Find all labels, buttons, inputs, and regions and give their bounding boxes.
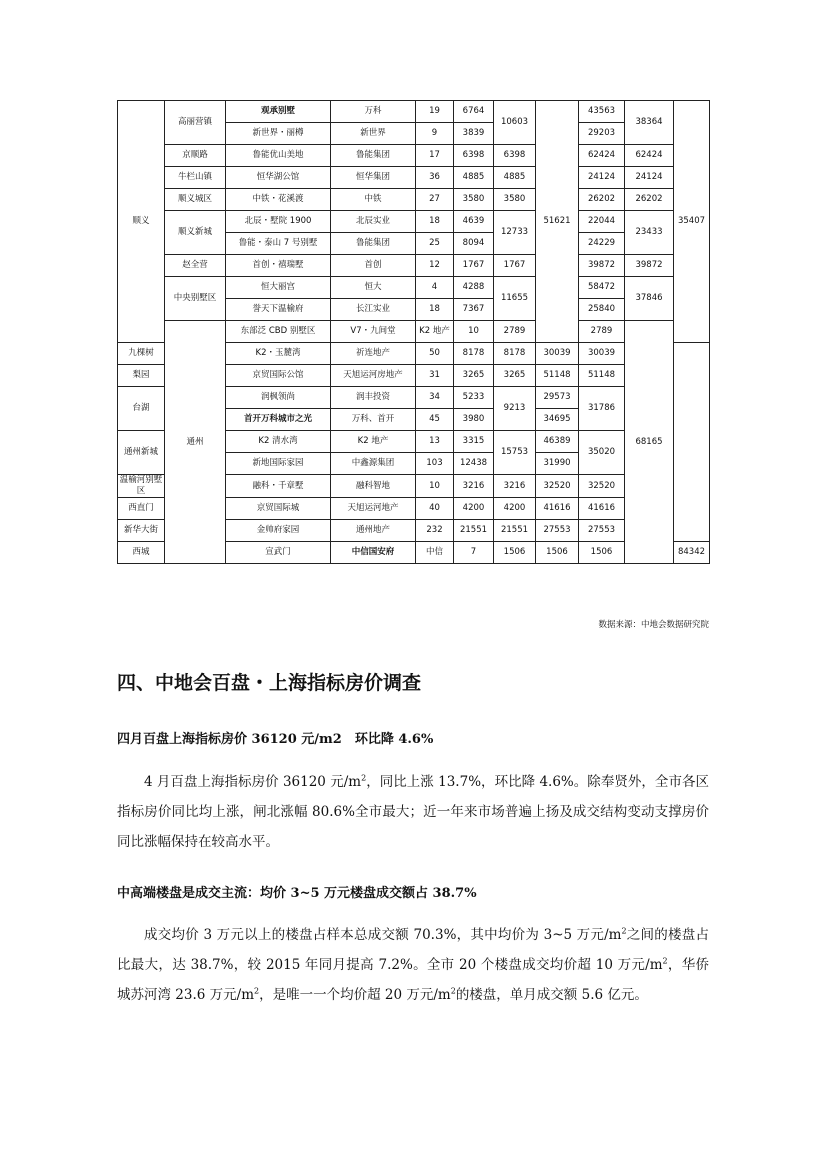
superscript: 2 — [361, 773, 367, 783]
table-cell: 4288 — [454, 277, 494, 299]
table-cell: 29203 — [579, 123, 625, 145]
table-cell: 梨园 — [118, 365, 165, 387]
table-cell: 高丽营镇 — [165, 101, 226, 145]
table-cell: 8178 — [454, 343, 494, 365]
table-cell: 新地国际家园 — [226, 453, 331, 475]
paragraph-text: ，华侨城苏河湾 23.6 万元/m — [117, 957, 710, 1003]
table-cell: 万科 — [331, 101, 416, 123]
superscript: 2 — [621, 926, 627, 936]
table-cell: 通州 — [165, 321, 226, 564]
table-cell: 31786 — [579, 387, 625, 431]
superscript: 2 — [662, 956, 668, 966]
table-cell: 恒华湖公馆 — [226, 167, 331, 189]
table-cell: 45 — [416, 409, 454, 431]
table-cell: 1506 — [494, 542, 536, 564]
table-cell: 顺义新城 — [165, 211, 226, 255]
table-cell: 恒大丽宫 — [226, 277, 331, 299]
table-cell: 18 — [416, 299, 454, 321]
table-cell: 天旭运河地产 — [331, 498, 416, 520]
table-cell: K2 清水湾 — [226, 431, 331, 453]
table-cell: 39872 — [625, 255, 674, 277]
table-cell: 18 — [416, 211, 454, 233]
table-cell: 12438 — [454, 453, 494, 475]
table-cell: 誉天下温榆府 — [226, 299, 331, 321]
table-cell: 中信国安府 — [331, 542, 416, 564]
table-cell: 21551 — [454, 520, 494, 542]
paragraph-text: ，同比上涨 13.7%，环比降 4.6%。除奉贤外，全市各区指标房价同比均上涨，闸北涨幅 80.6%全市最大；近一年来市场普遍上扬及成交结构变动支撑房价同比涨幅保持在较高水平。 — [117, 774, 709, 850]
table-cell: 金帅府家园 — [226, 520, 331, 542]
table-cell: 8178 — [494, 343, 536, 365]
table-cell: 37846 — [625, 277, 674, 321]
table-cell: 3580 — [454, 189, 494, 211]
table-cell: 4200 — [454, 498, 494, 520]
table-cell: 13 — [416, 431, 454, 453]
table-row — [118, 189, 710, 211]
table-cell: K2 地产 — [416, 321, 454, 343]
table-cell: 23433 — [625, 211, 674, 255]
price-table-body — [118, 101, 710, 564]
price-table — [117, 100, 710, 564]
table-cell: 27 — [416, 189, 454, 211]
table-cell: 26202 — [625, 189, 674, 211]
table-cell: 51148 — [536, 365, 579, 387]
table-cell: 15753 — [494, 431, 536, 475]
table-cell: 通州新城 — [118, 431, 165, 475]
table-cell: 3265 — [494, 365, 536, 387]
table-row — [118, 255, 710, 277]
table-cell: 万科、首开 — [331, 409, 416, 431]
table-cell: 8094 — [454, 233, 494, 255]
table-cell: 东部泛 CBD 别墅区 — [226, 321, 331, 343]
paragraph-index-price — [117, 767, 709, 857]
subheading-high-end: 中高端楼盘是成交主流：均价 3~5 万元楼盘成交额占 38.7% — [117, 886, 477, 901]
table-cell: 通州地产 — [331, 520, 416, 542]
table-cell: 34695 — [536, 409, 579, 431]
table-cell: 融科智地 — [331, 475, 416, 498]
table-cell: 北辰实业 — [331, 211, 416, 233]
superscript: 2 — [254, 986, 260, 996]
table-cell: 9213 — [494, 387, 536, 431]
table-cell: 西城 — [118, 542, 165, 564]
table-cell: 31 — [416, 365, 454, 387]
table-cell: 32520 — [579, 475, 625, 498]
table-cell: 25 — [416, 233, 454, 255]
table-cell: 3216 — [494, 475, 536, 498]
table-cell: 30039 — [579, 343, 625, 365]
table-cell: 祈连地产 — [331, 343, 416, 365]
table-cell: 6398 — [494, 145, 536, 167]
table-cell: 鲁能集团 — [331, 145, 416, 167]
table-cell: 26202 — [579, 189, 625, 211]
table-cell: 35407 — [674, 101, 710, 343]
table-cell: 24229 — [579, 233, 625, 255]
table-cell: 27553 — [579, 520, 625, 542]
table-cell: 34 — [416, 387, 454, 409]
table-cell: K2 地产 — [331, 431, 416, 453]
table-cell: 40 — [416, 498, 454, 520]
table-row — [118, 211, 710, 233]
table-cell: 4885 — [494, 167, 536, 189]
table-cell: 62424 — [625, 145, 674, 167]
table-cell: 中铁 — [331, 189, 416, 211]
table-cell: 51148 — [579, 365, 625, 387]
table-cell: 6764 — [454, 101, 494, 123]
table-cell: 北辰・墅院 1900 — [226, 211, 331, 233]
table-cell: 50 — [416, 343, 454, 365]
data-source-note: 数据来源：中地会数据研究院 — [598, 620, 709, 630]
table-cell: 1506 — [579, 542, 625, 564]
table-cell: 观承别墅 — [226, 101, 331, 123]
table-cell: 43563 — [579, 101, 625, 123]
table-row — [118, 167, 710, 189]
table-cell: 6398 — [454, 145, 494, 167]
table-cell: V7・九间堂 — [331, 321, 416, 343]
table-cell: 32520 — [536, 475, 579, 498]
table-cell: 11655 — [494, 277, 536, 321]
table-cell: 恒大 — [331, 277, 416, 299]
table-cell: 长江实业 — [331, 299, 416, 321]
paragraph-text: 的楼盘，单月成交额 5.6 亿元。 — [455, 987, 648, 1003]
table-cell: 9 — [416, 123, 454, 145]
table-cell: 62424 — [579, 145, 625, 167]
table-cell: 京顺路 — [165, 145, 226, 167]
table-cell: 51621 — [536, 101, 579, 343]
table-cell: 22044 — [579, 211, 625, 233]
table-cell: 3839 — [454, 123, 494, 145]
table-cell: K2・玉麓湾 — [226, 343, 331, 365]
table-cell: 1767 — [494, 255, 536, 277]
table-cell: 1506 — [536, 542, 579, 564]
table-cell: 首开万科城市之光 — [226, 409, 331, 431]
table-cell: 中鑫源集团 — [331, 453, 416, 475]
paragraph-high-end — [117, 920, 709, 1010]
table-cell: 3265 — [454, 365, 494, 387]
table-cell: 赵全营 — [165, 255, 226, 277]
table-cell: 顺义 — [118, 101, 165, 343]
paragraph-text: ，是唯一一个均价超 20 万元/m — [259, 987, 451, 1003]
table-cell: 恒华集团 — [331, 167, 416, 189]
table-cell: 46389 — [536, 431, 579, 453]
superscript: 2 — [450, 986, 456, 996]
table-cell: 10 — [416, 475, 454, 498]
table-cell: 24124 — [579, 167, 625, 189]
section-title: 四、中地会百盘・上海指标房价调查 — [117, 672, 422, 694]
table-cell: 35020 — [579, 431, 625, 475]
table-row — [118, 321, 710, 343]
table-cell: 九棵树 — [118, 343, 165, 365]
table-cell: 融科・千章墅 — [226, 475, 331, 498]
table-cell: 4200 — [494, 498, 536, 520]
table-cell: 润枫领尚 — [226, 387, 331, 409]
table-cell: 新世界・丽樽 — [226, 123, 331, 145]
table-cell: 京贸国际城 — [226, 498, 331, 520]
table-cell: 1767 — [454, 255, 494, 277]
table-cell: 7367 — [454, 299, 494, 321]
table-cell: 新华大街 — [118, 520, 165, 542]
table-cell: 36 — [416, 167, 454, 189]
table-cell: 3980 — [454, 409, 494, 431]
table-cell: 4885 — [454, 167, 494, 189]
table-cell: 41616 — [579, 498, 625, 520]
table-cell: 中铁・花溪渡 — [226, 189, 331, 211]
table-cell: 24124 — [625, 167, 674, 189]
table-row — [118, 277, 710, 299]
table-cell: 台湖 — [118, 387, 165, 431]
table-cell: 10 — [454, 321, 494, 343]
table-cell: 84342 — [674, 542, 710, 564]
paragraph-text: 之间的楼盘占比最大，达 38.7%，较 2015 年同月提高 7.2%。全市 20 个楼盘成交均价超 10 万元/m — [117, 927, 710, 973]
table-cell: 3580 — [494, 189, 536, 211]
table-cell: 首创・禧瑞墅 — [226, 255, 331, 277]
table-cell: 2789 — [579, 321, 625, 343]
table-cell: 17 — [416, 145, 454, 167]
table-cell: 41616 — [536, 498, 579, 520]
table-cell: 38364 — [625, 101, 674, 145]
table-cell: 25840 — [579, 299, 625, 321]
table-cell: 21551 — [494, 520, 536, 542]
table-cell: 首创 — [331, 255, 416, 277]
table-cell: 3315 — [454, 431, 494, 453]
table-cell: 31990 — [536, 453, 579, 475]
table-cell: 68165 — [625, 321, 674, 564]
table-cell: 西直门 — [118, 498, 165, 520]
table-cell: 12 — [416, 255, 454, 277]
table-cell: 232 — [416, 520, 454, 542]
paragraph-text: 成交均价 3 万元以上的楼盘占样本总成交额 70.3%，其中均价为 3~5 万元/m — [144, 927, 622, 943]
subheading-index-price: 四月百盘上海指标房价 36120 元/m2 环比降 4.6% — [117, 732, 434, 747]
table-cell: 3216 — [454, 475, 494, 498]
table-cell: 宣武门 — [226, 542, 331, 564]
table-cell: 新世界 — [331, 123, 416, 145]
table-cell: 12733 — [494, 211, 536, 255]
table-cell: 39872 — [579, 255, 625, 277]
table-cell: 温榆河别墅区 — [118, 475, 165, 498]
table-cell: 润丰投资 — [331, 387, 416, 409]
table-cell: 鲁能集团 — [331, 233, 416, 255]
table-cell: 天旭运河房地产 — [331, 365, 416, 387]
table-cell: 顺义城区 — [165, 189, 226, 211]
table-cell: 103 — [416, 453, 454, 475]
table-cell: 10603 — [494, 101, 536, 145]
table-cell: 牛栏山镇 — [165, 167, 226, 189]
table-cell: 5233 — [454, 387, 494, 409]
table-cell: 27553 — [536, 520, 579, 542]
table-cell: 中信 — [416, 542, 454, 564]
table-cell: 中央别墅区 — [165, 277, 226, 321]
table-row — [118, 101, 710, 123]
table-cell: 30039 — [536, 343, 579, 365]
table-cell: 19 — [416, 101, 454, 123]
table-cell: 29573 — [536, 387, 579, 409]
paragraph-text: 4 月百盘上海指标房价 36120 元/m — [144, 774, 362, 790]
table-row — [118, 145, 710, 167]
table-cell: 鲁能・泰山 7 号别墅 — [226, 233, 331, 255]
table-cell: 58472 — [579, 277, 625, 299]
table-cell: 4 — [416, 277, 454, 299]
table-cell: 4639 — [454, 211, 494, 233]
table-cell: 2789 — [494, 321, 536, 343]
table-cell: 京贸国际公馆 — [226, 365, 331, 387]
table-cell: 鲁能优山美地 — [226, 145, 331, 167]
table-cell: 7 — [454, 542, 494, 564]
